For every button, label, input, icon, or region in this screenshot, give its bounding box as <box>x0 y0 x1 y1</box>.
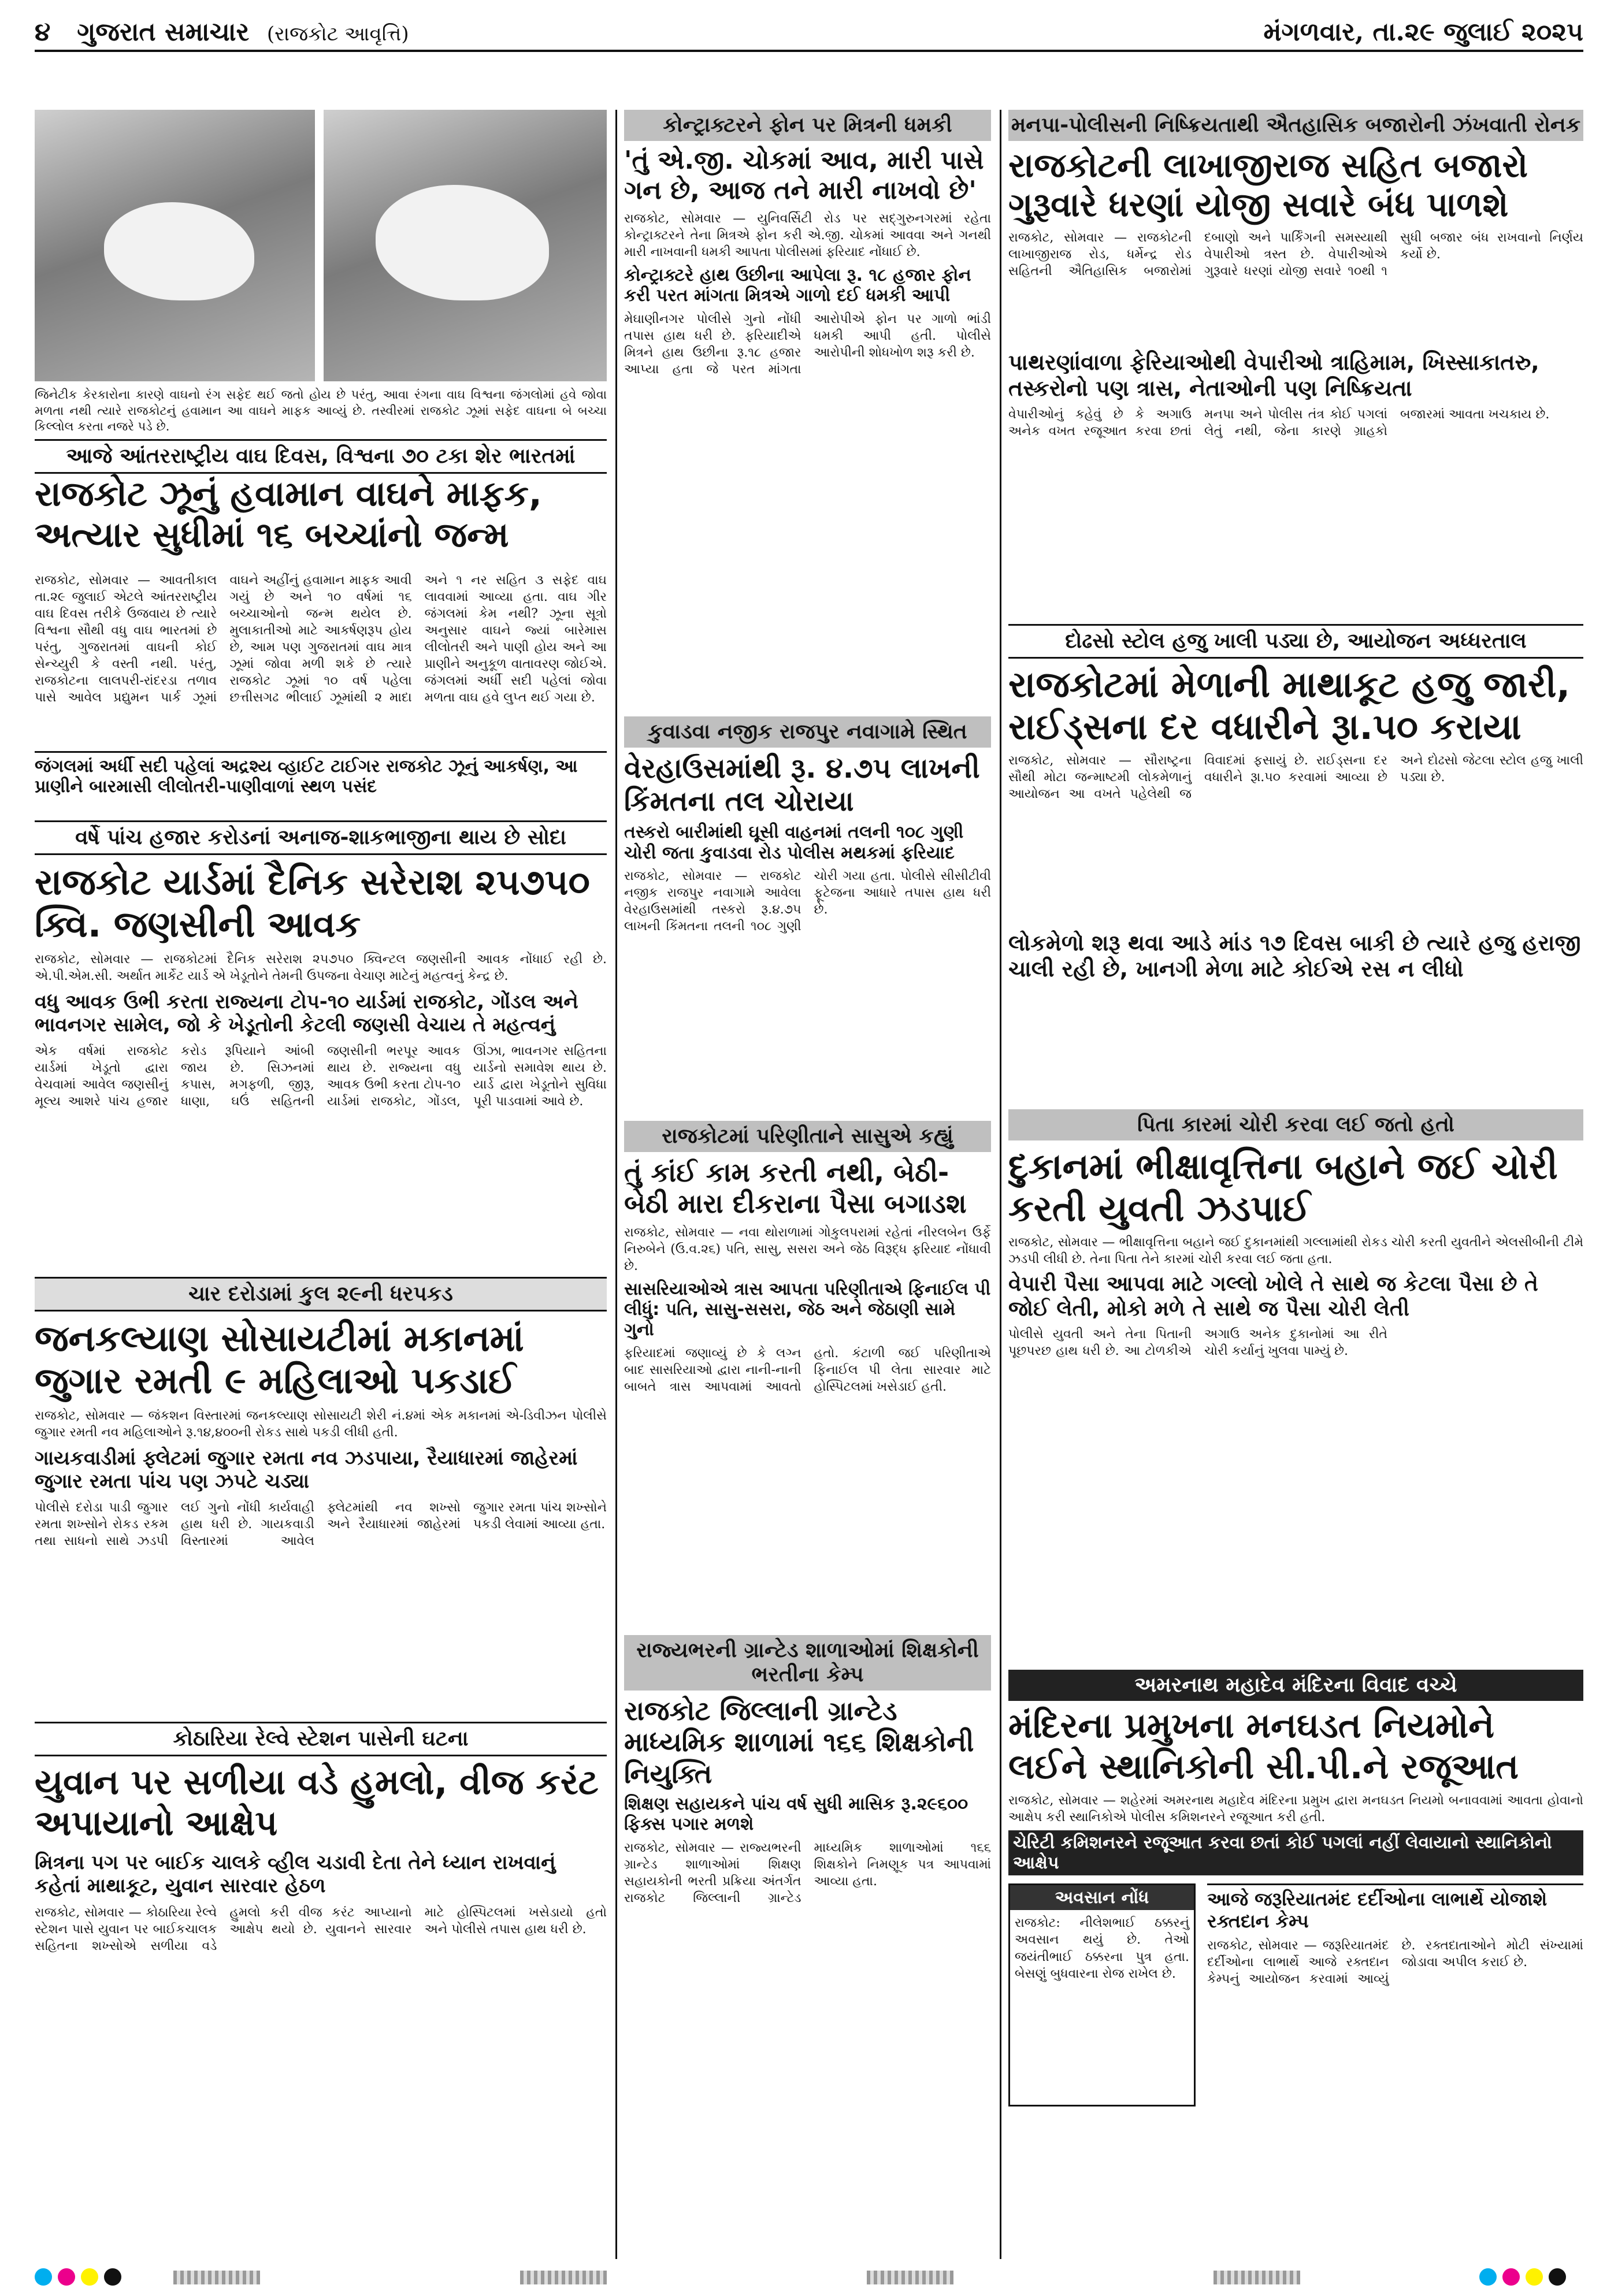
masthead-left <box>35 17 409 47</box>
gambling-kicker: ચાર દરોડામાં કુલ ૨૯ની ધરપકડ <box>35 1277 607 1312</box>
temple-body: રાજકોટ, સોમવાર — શહેરમાં અમરનાથ મહાદેવ મંદિરના પ્રમુખ દ્વારા મનઘડત નિયમો બનાવવામાં આવતા હોવાનો આક્ષેપ કરી સ્થાનિકોએ પોલીસ કમિશનરને રજૂઆત કરી હતી. <box>1008 1793 1583 1825</box>
yard-story <box>35 820 607 1271</box>
tiger-figure <box>104 202 254 300</box>
obituary-body: રાજકોટ: નીલેશભાઈ ઠક્કરનું અવસાન થયું છે. તેઓ જયંતીભાઈ ઠક્કરના પુત્ર હતા. બેસણું બુધવારના રોજ રાખેલ છે. <box>1015 1916 1190 1981</box>
teachers-body: રાજકોટ, સોમવાર — રાજ્યભરની ગ્રાન્ટેડ શાળાઓમાં શિક્ષણ સહાયકોની ભરતી પ્રક્રિયા અંતર્ગત રાજકોટ જિલ્લાની ગ્રાન્ટેડ માધ્યમિક શાળાઓમાં ૧૬૬ શિક્ષકોને નિમણૂક પત્ર આપવામાં આવ્યા હતા. <box>624 1840 991 1905</box>
gambling-body: રાજકોટ, સોમવાર — જંકશન વિસ્તારમાં જનકલ્યાણ સોસાયટી શેરી નં.૪માં એક મકાનમાં એ-ડિવીઝન પોલીસે જુગાર રમતી નવ મહિલાઓને રૂ.૧૪,૪૦૦ની રોકડ સાથે પકડી લીધી હતી. <box>35 1409 607 1440</box>
teachers-story <box>624 1635 991 2259</box>
gambling-body-2: પોલીસે દરોડા પાડી જુગાર રમતા શખ્સોને રોકડ રકમ તથા સાધનો સાથે ઝડપી લઈ ગુનો નોંધી કાર્યવાહી હાથ ધરી છે. ગાયકવાડી વિસ્તારમાં આવેલ ફ્લેટમાંથી નવ શખ્સો અને રૈયાધારમાં જાહેરમાં જુગાર રમતા પાંચ શખ્સોને પકડી લેવામાં આવ્યા હતા. <box>35 1500 607 1548</box>
tiger-photo-1 <box>35 110 315 381</box>
registration-mark <box>1549 2268 1566 2286</box>
colour-strip <box>173 2271 260 2284</box>
colour-strip <box>867 2271 953 2284</box>
mother-headline: તું કાંઈ કામ કરતી નથી, બેઠી-બેઠી મારા દીકરાના પૈસા બગાડશ <box>624 1157 967 1220</box>
market-kicker: મનપા-પોલીસની નિષ્ક્રિયતાથી ઐતહાસિક બજારોની ઝંખવાતી રોનક <box>1008 110 1583 141</box>
photo-caption: જિનેટીક કેરકારોના કારણે વાઘનો રંગ સફેદ થઈ જતો હોય છે પરંતુ, આવા રંગના વાઘ વિશ્વના જંગલોમાં હવે જોવા મળતા નથી ત્યારે રાજકોટનું હવામાન આ વાઘને માફક આવ્યું છે. તસ્વીરમાં રાજકોટ ઝૂમાં સફેદ વાઘના બે બચ્ચા કિલ્લોલ કરતા નજરે પડે છે. <box>35 388 607 434</box>
blood-camp <box>1207 1883 1583 2106</box>
registration-mark <box>35 2268 52 2286</box>
mother-lede: રાજકોટ, સોમવાર — નવા થોરાળામાં ગોકુલપરામાં રહેતાં નીરલબેન ઉર્ફે નિરુબેને (ઉ.વ.૨૬) પતિ, સાસુ, સસરા અને જેઠ વિરૂદ્ધ ફરિયાદ નોંધાવી છે. <box>624 1225 991 1273</box>
railway-headline: યુવાન પર સળીયા વડે હુમલો, વીજ કરંટ અપાયાનો આક્ષેપ <box>35 1762 599 1844</box>
railway-body: રાજકોટ, સોમવાર — કોઠારિયા રેલ્વે સ્ટેશન પાસે યુવાન પર બાઈકચાલક સહિતના શખ્સોએ સળીયા વડે હુમલો કરી વીજ કરંટ આપ્યાનો આક્ષેપ થયો છે. યુવાનને સારવાર માટે હોસ્પિટલમાં ખસેડાયો હતો અને પોલીસે તપાસ હાથ ધરી છે. <box>35 1905 607 1953</box>
gambling-subhead: ગાયકવાડીમાં ફ્લેટમાં જુગાર રમતા નવ ઝડપાયા, રૈયાધારમાં જાહેરમાં જુગાર રમતા પાંચ પણ ઝપટે ચડ્યા <box>35 1447 578 1493</box>
fair-headline: રાજકોટમાં મેળાની માથાકૂટ હજુ જારી, રાઈડ્સના દર વધારીને રૂા.૫૦ કરાયા <box>1008 663 1571 748</box>
mother-subhead: સાસરિયાઓએ ત્રાસ આપતા પરિણીતાએ ફિનાઈલ પી લીધું: પતિ, સાસુ-સસરા, જેઠ અને જેઠાણી સામે ગુનો <box>624 1279 991 1340</box>
threat-headline: 'તું એ.જી. ચોકમાં આવ, મારી પાસે ગન છે, આજ તને મારી નાખવો છે' <box>624 146 984 205</box>
temple-subhead: ચેરિટી કમિશનરને રજૂઆત કરવા છતાં કોઈ પગલાં નહીં લેવાયાનો સ્થાનિકોનો આક્ષેપ <box>1008 1830 1583 1876</box>
threat-story <box>624 110 991 711</box>
fair-subhead: લોકમેળો શરૂ થવા આડે માંડ ૧૭ દિવસ બાકી છે ત્યારે હજુ હરાજી ચાલી રહી છે, ખાનગી મેળા માટે કોઈએ રસ ન લીધો <box>1008 930 1581 982</box>
railway-subhead: મિત્રના પગ પર બાઈક ચાલકે વ્હીલ ચડાવી દેતા તેને ધ્યાન રાખવાનું કહેતાં માથાકૂટ, યુવાન સારવાર હેઠળ <box>35 1851 556 1897</box>
obituary-title: અવસાન નોંધ <box>1010 1885 1194 1910</box>
registration-mark <box>104 2268 121 2286</box>
railway-kicker: કોઠારિયા રેલ્વે સ્ટેશન પાસેની ઘટના <box>35 1722 607 1756</box>
shop-body-2: પોલીસે યુવતી અને તેના પિતાની પૂછપરછ હાથ ધરી છે. આ ટોળકીએ અગાઉ અનેક દુકાનોમાં આ રીતે ચોરી કર્યાનું ખુલવા પામ્યું છે. <box>1008 1327 1387 1359</box>
shop-kicker: પિતા કારમાં ચોરી કરવા લઈ જતો હતો <box>1008 1109 1583 1140</box>
obituary-box <box>1008 1883 1196 2106</box>
registration-mark <box>58 2268 75 2286</box>
teachers-kicker: રાજ્યભરની ગ્રાન્ટેડ શાળાઓમાં શિક્ષકોની ભરતીના કેમ્પ <box>624 1635 991 1691</box>
colour-strip <box>520 2271 607 2284</box>
shop-story <box>1008 1109 1583 1664</box>
page-number: ૪ <box>35 17 51 47</box>
registration-mark <box>1502 2268 1520 2286</box>
yard-kicker: વર્ષે પાંચ હજાર કરોડનાં અનાજ-શાકભાજીના થાય છે સોદા <box>35 820 607 855</box>
threat-lede: રાજકોટ, સોમવાર — યુનિવર્સિટી રોડ પર સદ્ગુરુનગરમાં રહેતા કોન્ટ્રાક્ટરને તેના મિત્રએ ફોન કરી એ.જી. ચોકમાં આવવા અને ગનથી મારી નાખવાની ધમકી આપતા પોલીસમાં ફરિયાદ નોંધાઈ છે. <box>624 211 991 259</box>
paper-name: ગુજરાત સમાચાર <box>77 17 250 47</box>
temple-story <box>1008 1670 1583 2259</box>
yard-subhead: વધુ આવક ઉભી કરતા રાજ્યના ટોપ-૧૦ યાર્ડમાં રાજકોટ, ગોંડલ અને ભાવનગર સામેલ, જો કે ખેડૂતોની કેટલી જણસી વેચાય તે મહત્વનું <box>35 990 578 1037</box>
fair-story <box>1008 624 1583 1104</box>
threat-body: મેઘાણીનગર પોલીસે ગુનો નોંધી તપાસ હાથ ધરી છે. ફરિયાદીએ મિત્રને હાથ ઉછીના રૂ.૧૮ હજાર આપ્યા હતા જે પરત માંગતા આરોપીએ ફોન પર ગાળો ભાંડી ધમકી આપી હતી. પોલીસે આરોપીની શોધખોળ શરૂ કરી છે. <box>624 311 991 377</box>
blood-camp-headline: આજે જરૂરિયાતમંદ દર્દીઓના લાભાર્થે યોજાશે રક્તદાન કેમ્પ <box>1207 1883 1583 1933</box>
edition: (રાજકોટ આવૃત્તિ) <box>266 23 409 46</box>
temple-headline: મંદિરના પ્રમુખના મનઘડત નિયમોને લઈને સ્થાનિકોની સી.પી.ને રજૂઆત <box>1008 1706 1519 1787</box>
mother-kicker: રાજકોટમાં પરિણીતાને સાસુએ કહ્યું <box>624 1121 991 1152</box>
market-body: રાજકોટ, સોમવાર — રાજકોટની લાખાજીરાજ રોડ, ધર્મેન્દ્ર રોડ સહિતની ઐતિહાસિક બજારોમાં દબાણો અને પાર્કિંગની સમસ્યાથી વેપારીઓ ત્રસ્ત છે. વેપારીઓએ ગુરૂવારે ધરણાં યોજી સવારે ૧૦થી ૧ સુધી બજાર બંધ રાખવાનો નિર્ણય કર્યો છે. <box>1008 230 1583 278</box>
market-subhead: પાથરણાંવાળા ફેરિયાઓથી વેપારીઓ ત્રાહિમામ, ખિસ્સાકાતરુ, તસ્કરોનો પણ ત્રાસ, નેતાઓની પણ નિષ્ક્રિયતા <box>1008 349 1539 401</box>
yard-lede: રાજકોટ, સોમવાર — રાજકોટમાં દૈનિક સરેરાશ ૨૫૭૫૦ ક્વિન્ટલ જણસીની આવક નોંધાઈ રહી છે. એ.પી.એમ.સી. અર્થાત માર્કેટ યાર્ડ એ ખેડૂતોને તેમની ઉપજના વેચાણ માટેનું મહત્વનું કેન્દ્ર છે. <box>35 952 607 984</box>
mother-story <box>624 1121 991 1629</box>
yard-body: એક વર્ષમાં રાજકોટ યાર્ડમાં ખેડૂતો દ્વારા વેચવામાં આવેલ જણસીનું મૂલ્ય આશરે પાંચ હજાર કરોડ રૂપિયાને આંબી જાય છે. સિઝનમાં કપાસ, મગફળી, જીરૂ, ધાણા, ઘઉં સહિતની જણસીની ભરપૂર આવક થાય છે. રાજ્યના વધુ આવક ઉભી કરતા ટોપ-૧૦ યાર્ડમાં રાજકોટ, ગોંડલ, ઊંઝા, ભાવનગર સહિતના યાર્ડનો સમાવેશ થાય છે. યાર્ડ દ્વારા ખેડૂતોને સુવિધા પૂરી પાડવામાં આવે છે. <box>35 1043 607 1109</box>
railway-story <box>35 1722 607 2259</box>
mother-body: ફરિયાદમાં જણાવ્યું છે કે લગ્ન બાદ સાસરિયાઓ દ્વારા નાની-નાની બાબતે ત્રાસ આપવામાં આવતો હતો. કંટાળી જઈ પરિણીતાએ ફિનાઈલ પી લેતા સારવાર માટે હોસ્પિટલમાં ખસેડાઈ હતી. <box>624 1346 991 1394</box>
tiger-footer-head: જંગલમાં અર્ધી સદી પહેલાં અદ્રશ્ય વ્હાઈટ ટાઈગર રાજકોટ ઝૂનું આકર્ષણ, આ પ્રાણીને બારમાસી લીલોતરી-પાણીવાળાં સ્થળ પસંદ <box>35 751 607 797</box>
warehouse-subhead: તસ્કરો બારીમાંથી ઘૂસી વાહનમાં તલની ૧૦૮ ગુણી ચોરી જતા કુવાડવા રોડ પોલીસ મથકમાં ફરિયાદ <box>624 822 964 863</box>
shop-body: રાજકોટ, સોમવાર — ભીક્ષાવૃત્તિના બહાને જઈ દુકાનમાંથી ગલ્લામાંથી રોકડ ચોરી કરતી યુવતીને એલસીબીની ટીમે ઝડપી લીધી છે. તેના પિતા તેને કારમાં ચોરી કરવા લઈ જતા હતા. <box>1008 1235 1583 1267</box>
fair-kicker: દોઢસો સ્ટોલ હજુ ખાલી પડ્યા છે, આયોજન અધ્ધરતાલ <box>1008 624 1583 659</box>
tiger-story <box>35 110 607 812</box>
shop-headline: દુકાનમાં ભીક્ષાવૃત્તિના બહાને જઈ ચોરી કરતી યુવતી ઝડપાઈ <box>1008 1145 1558 1230</box>
registration-mark <box>81 2268 98 2286</box>
warehouse-kicker: કુવાડવા નજીક રાજપુર નવાગામે સ્થિત <box>624 716 991 748</box>
masthead <box>35 10 1583 52</box>
warehouse-headline: વેરહાઉસમાંથી રૂ. ૪.૭૫ લાખની કિંમતના તલ ચોરાયા <box>624 752 980 818</box>
yard-headline: રાજકોટ યાર્ડમાં દૈનિક સરેરાશ ૨૫૭૫૦ ક્વિ. જણસીની આવક <box>35 861 590 946</box>
temple-kicker: અમરનાથ મહાદેવ મંદિરના વિવાદ વચ્ચે <box>1008 1670 1583 1701</box>
market-story <box>1008 110 1583 618</box>
shop-subhead: વેપારી પૈસા આપવા માટે ગલ્લો ખોલે તે સાથે જ કેટલા પૈસા છે તે જોઈ લેતી, મોકો મળે તે સાથે જ પૈસા ચોરી લેતી <box>1008 1272 1538 1321</box>
market-headline: રાજકોટની લાખાજીરાજ સહિત બજારો ગુરૂવારે ધરણાં યોજી સવારે બંધ પાળશે <box>1008 146 1528 225</box>
tiger-headline: રાજકોટ ઝૂનું હવામાન વાઘને માફક, અત્યાર સુધીમાં ૧૬ બચ્ચાંનો જન્મ <box>35 474 542 555</box>
teachers-headline: રાજકોટ જિલ્લાની ગ્રાન્ટેડ માધ્યમિક શાળામાં ૧૬૬ શિક્ષકોની નિયુક્તિ <box>624 1695 974 1789</box>
date-line: મંગળવાર, તા.૨૯ જુલાઈ ૨૦૨૫ <box>1263 17 1583 47</box>
warehouse-story <box>624 716 991 1115</box>
registration-mark <box>1526 2268 1543 2286</box>
tiger-photo-2 <box>324 110 607 381</box>
fair-body: રાજકોટ, સોમવાર — સૌરાષ્ટ્રના સૌથી મોટા જન્માષ્ટમી લોકમેળાનું આયોજન આ વખતે પહેલેથી જ વિવાદમાં ફસાયું છે. રાઈડ્સના દર વધારીને રૂા.૫૦ કરવામાં આવ્યા છે અને દોઢસો જેટલા સ્ટોલ હજુ ખાલી પડ્યા છે. <box>1008 753 1583 802</box>
teachers-subhead: શિક્ષણ સહાયકને પાંચ વર્ષ સુધી માસિક રૂ.૨૯૬૦૦ ફિક્સ પગાર મળશે <box>624 1793 968 1835</box>
threat-kicker: કોન્ટ્રાક્ટરને ફોન પર મિત્રની ધમકી <box>624 110 991 141</box>
tiger-kicker: આજે આંતરરાષ્ટ્રીય વાઘ દિવસ, વિશ્વના ૭૦ ટકા શેર ભારતમાં <box>35 439 607 474</box>
tiger-body: રાજકોટ, સોમવાર — આવતીકાલ તા.૨૯ જુલાઈ એટલે આંતરરાષ્ટ્રીય વાઘ દિવસ તરીકે ઉજવાય છે ત્યારે વિશ્વના સૌથી વધુ વાઘ ભારતમાં છે પરંતુ, ગુજરાતમાં વાઘની કોઈ સેન્ચ્યુરી કે વસ્તી નથી. પરંતુ, રાજકોટના લાલપરી-રાંદરડા તળાવ પાસે આવેલ પ્રદ્યુમન પાર્ક ઝૂમાં વાઘને અહીંનું હવામાન માફક આવી ગયું છે અને ૧૦ વર્ષમાં ૧૬ બચ્ચાઓનો જન્મ થયેલ છે. મુલાકાતીઓ માટે આકર્ષણરૂપ હોય છે, આમ પણ ગુજરાતમાં વાઘ માત્ર ઝૂમાં જોવા મળી શકે છે ત્યારે રાજકોટ ઝૂમાં ૧૦ વર્ષ પહેલા છત્તીસગઢ ભીલાઈ ઝૂમાંથી ૨ માદા અને ૧ નર સહિત ૩ સફેદ વાઘ લાવવામાં આવ્યા હતા. વાઘ ગીર જંગલમાં કેમ નથી? ઝૂના સૂત્રો અનુસાર વાઘને જ્યાં બારેમાસ લીલોતરી અને પાણી હોય અને આ પ્રાણીને અનુકૂળ વાતાવરણ જોઈએ. જંગલમાં અર્ધી સદી પહેલાં જોવા મળતા વાઘ હવે લુપ્ત થઈ ગયા છે. <box>35 573 607 705</box>
tiger-figure <box>376 185 549 300</box>
threat-subhead: કોન્ટ્રાક્ટરે હાથ ઉછીના આપેલા રૂ. ૧૮ હજાર ફોન કરી પરત માંગતા મિત્રએ ગાળો દઈ ધમકી આપી <box>624 265 971 306</box>
gambling-headline: જનકલ્યાણ સોસાયટીમાં મકાનમાં જુગાર રમતી ૯ મહિલાઓ પકડાઈ <box>35 1317 524 1402</box>
gambling-story <box>35 1277 607 1716</box>
colour-strip <box>1214 2271 1300 2284</box>
warehouse-body: રાજકોટ, સોમવાર — રાજકોટ નજીક રાજપુર નવાગામે આવેલા વેરહાઉસમાંથી તસ્કરો રૂ.૪.૭૫ લાખની કિંમતના તલની ૧૦૮ ગુણી ચોરી ગયા હતા. પોલીસે સીસીટીવી ફૂટેજના આધારે તપાસ હાથ ધરી છે. <box>624 869 991 934</box>
blood-camp-body: રાજકોટ, સોમવાર — જરૂરિયાતમંદ દર્દીઓના લાભાર્થે આજે રક્તદાન કેમ્પનું આયોજન કરવામાં આવ્યું છે. રક્તદાતાઓને મોટી સંખ્યામાં જોડાવા અપીલ કરાઈ છે. <box>1207 1938 1583 1986</box>
registration-mark <box>1479 2268 1497 2286</box>
market-body-2: વેપારીઓનું કહેવું છે કે અગાઉ અનેક વખત રજૂઆત કરવા છતાં મનપા અને પોલીસ તંત્ર કોઈ પગલાં લેતું નથી, જેના કારણે ગ્રાહકો બજારમાં આવતા ખચકાય છે. <box>1008 407 1550 439</box>
